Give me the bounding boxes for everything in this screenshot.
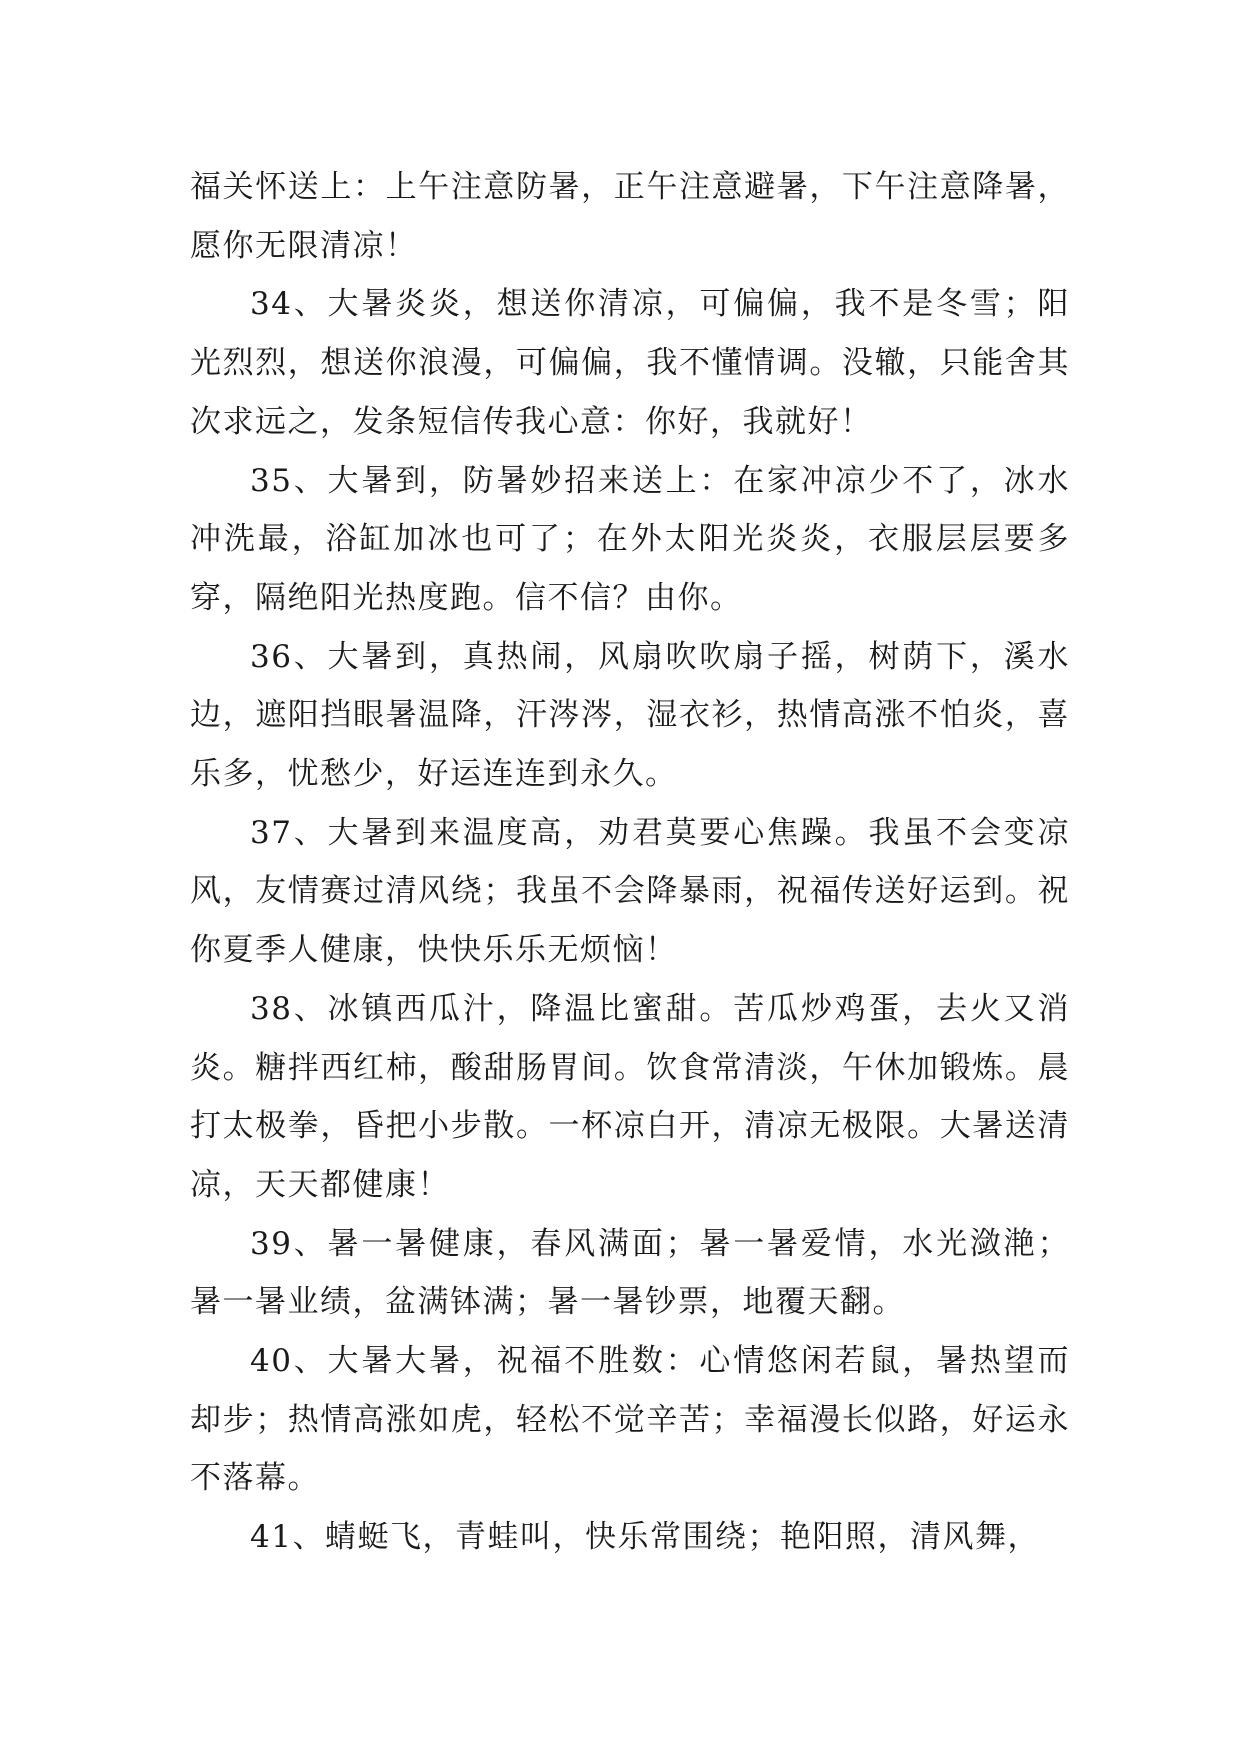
paragraph-39: 39、暑一暑健康，春风满面；暑一暑爱情，水光潋滟；暑一暑业绩，盆满钵满；暑一暑钞票，地覆天翻。 [190, 1225, 1070, 1321]
paragraph-38: 38、冰镇西瓜汁，降温比蜜甜。苦瓜炒鸡蛋，去火又消炎。糖拌西红柿，酸甜肠胃间。饮食常清淡，午休加锻炼。晨打太极拳，昏把小步散。一杯凉白开，清凉无极限。大暑送清凉，天天都健康！ [190, 990, 1070, 1203]
paragraph-37: 37、大暑到来温度高，劝君莫要心焦躁。我虽不会变凉风，友情赛过清风绕；我虽不会降暴雨，祝福传送好运到。祝你夏季人健康，快快乐乐无烦恼！ [190, 814, 1070, 969]
paragraph-35: 35、大暑到，防暑妙招来送上：在家冲凉少不了，冰水冲洗最，浴缸加冰也可了；在外太阳光炎炎，衣服层层要多穿，隔绝阳光热度跑。信不信？由你。 [190, 462, 1070, 616]
paragraph-41: 41、蜻蜓飞，青蛙叫，快乐常围绕；艳阳照，清风舞， [250, 1519, 1040, 1556]
paragraph-continuation: 福关怀送上：上午注意防暑，正午注意避暑，下午注意降暑，愿你无限清凉！ [190, 169, 1070, 264]
paragraph-40: 40、大暑大暑，祝福不胜数：心情悠闲若鼠，暑热望而却步；热情高涨如虎，轻松不觉辛苦；幸福漫长似路，好运永不落幕。 [190, 1343, 1070, 1497]
paragraph-34: 34、大暑炎炎，想送你清凉，可偏偏，我不是冬雪；阳光烈烈，想送你浪漫，可偏偏，我不懂情调。没辙，只能舍其次求远之，发条短信传我心意：你好，我就好！ [190, 286, 1070, 440]
paragraph-36: 36、大暑到，真热闹，风扇吹吹扇子摇，树荫下，溪水边，遮阳挡眼暑温降，汗涔涔，湿衣衫，热情高涨不怕炎，喜乐多，忧愁少，好运连连到永久。 [190, 638, 1070, 793]
document-body [190, 158, 1070, 1567]
